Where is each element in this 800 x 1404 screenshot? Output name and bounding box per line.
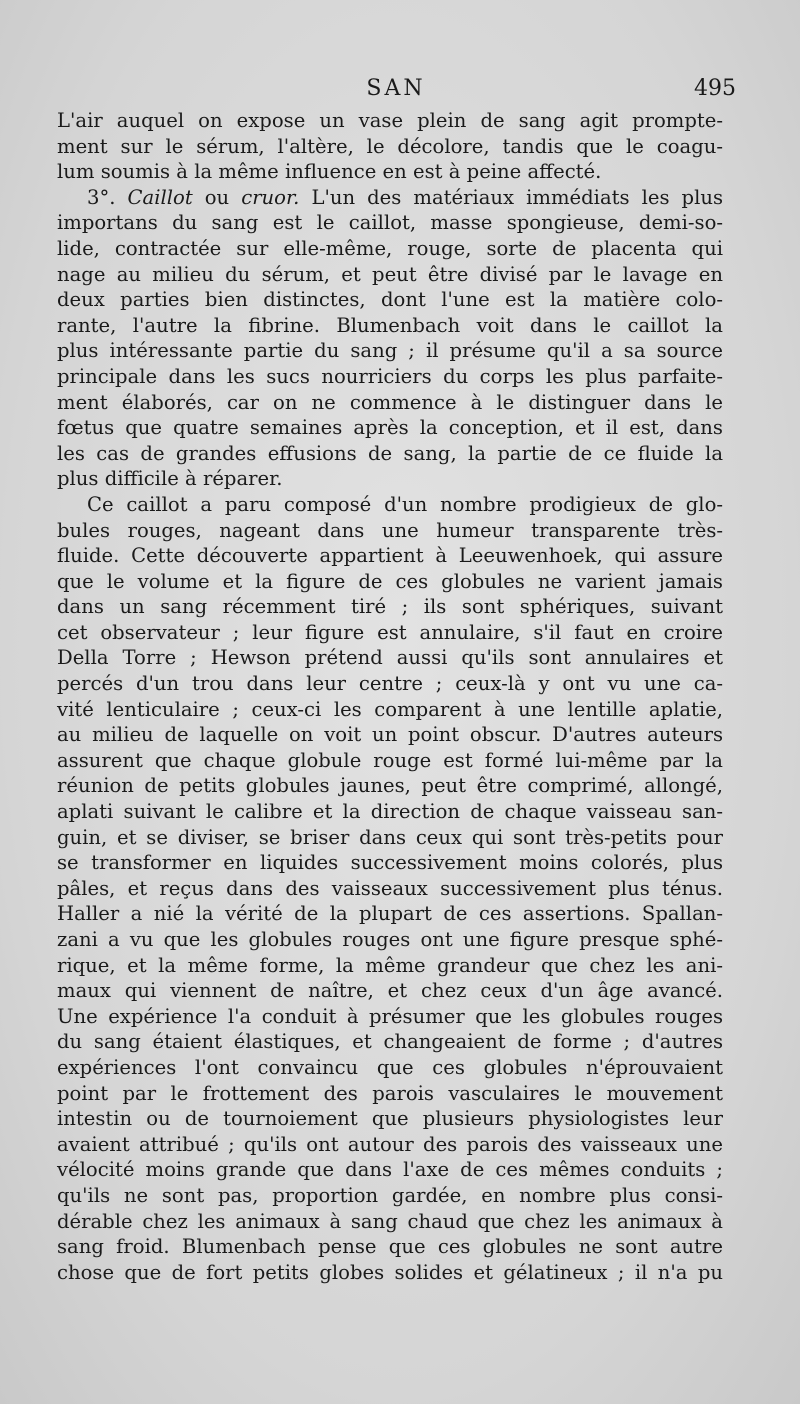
text-line: dans un sang récemment tiré ; ils sont sphériques, suivant [57,595,723,619]
text-line: Haller a nié la vérité de la plupart de ces assertions. Spallan- [57,902,723,926]
text-line: lide, contractée sur elle-même, rouge, sorte de placenta qui [57,236,723,260]
text-line: fœtus que quatre semaines après la conception, et il est, dans [57,416,723,440]
text-line: plus difficile à réparer. [57,467,283,491]
text-line: Della Torre ; Hewson prétend aussi qu'ils sont annulaires et [57,646,723,670]
text-line: les cas de grandes effusions de sang, la partie de ce fluide la [57,441,723,465]
text-line: avaient attribué ; qu'ils ont autour des parois des vaisseaux une [57,1132,723,1156]
text-line: guin, et se diviser, se briser dans ceux qui sont très-petits pour [57,825,723,849]
text-line: rante, l'autre la fibrine. Blumenbach voit dans le caillot la [57,313,723,337]
text-line: se transformer en liquides successivement moins colorés, plus [57,851,723,875]
text-line: cet observateur ; leur figure est annulaire, s'il faut en croire [57,620,723,644]
text-line: fluide. Cette découverte appartient à Leeuwenhoek, qui assure [57,544,723,568]
lead-rest: L'un des matériaux immédiats les plus [311,185,724,209]
text-line: nage au milieu du sérum, et peut être divisé par le lavage en [57,262,723,286]
paragraph-3 [57,492,723,1285]
text-line: vité lenticulaire ; ceux-ci les comparent à une lentille aplatie, [57,697,723,721]
text-line: que le volume et la figure de ces globules ne varient jamais [57,569,723,593]
text-line: au milieu de laquelle on voit un point obscur. D'autres auteurs [57,723,723,747]
text-line: Une expérience l'a conduit à présumer que les globules rouges [57,1004,723,1028]
text-line: principale dans les sucs nourriciers du corps les plus parfaite- [57,364,723,388]
text-line: aplati suivant le calibre et la direction de chaque vaisseau san- [57,800,723,824]
text-line: ment sur le sérum, l'altère, le décolore, tandis que le coagu- [57,134,723,158]
text-line: intestin ou de tournoiement que plusieurs physiologistes leur [57,1107,723,1131]
text-line: du sang étaient élastiques, et changeaient de forme ; d'autres [57,1030,723,1054]
text-line: expériences l'ont convaincu que ces globules n'éprouvaient [57,1055,723,1079]
text-line: percés d'un trou dans leur centre ; ceux-là y ont vu une ca- [57,672,723,696]
text-line: maux qui viennent de naître, et chez ceux d'un âge avancé. [57,979,723,1003]
text-line: ment élaborés, car on ne commence à le distinguer dans le [57,390,723,414]
term-caillot: Caillot [127,185,193,209]
text-line: importans du sang est le caillot, masse spongieuse, demi-so- [57,211,723,235]
text-line: rique, et la même forme, la même grandeur que chez les ani- [57,953,723,977]
paragraph-2 [57,185,723,492]
term-cruor: cruor. [241,185,300,209]
text-line: Ce caillot a paru composé d'un nombre prodigieux de glo- [87,492,723,516]
text-line: plus intéressante partie du sang ; il présume qu'il a sa source [57,339,723,363]
page-header [56,76,736,106]
text-line: L'air auquel on expose un vase plein de sang agit prompte- [57,109,723,132]
conjunction: ou [204,185,230,209]
text-line: bules rouges, nageant dans une humeur transparente très- [57,518,723,542]
text-line: point par le frottement des parois vasculaires le mouvement [57,1081,723,1105]
page-number: 495 [694,76,736,101]
text-line: qu'ils ne sont pas, proportion gardée, en nombre plus consi- [57,1183,723,1207]
text-line: zani a vu que les globules rouges ont une figure presque sphé- [57,928,723,951]
text-line: chose que de fort petits globes solides et gélatineux ; il n'a pu [57,1260,723,1284]
text-line: réunion de petits globules jaunes, peut être comprimé, allongé, [57,774,723,798]
text-line: sang froid. Blumenbach pense que ces globules ne sont autre [57,1235,723,1259]
text-line-lead [57,185,723,211]
body-text [57,108,723,1285]
section-number: 3°. [87,185,116,209]
text-line: lum soumis à la même influence en est à peine affecté. [57,160,602,184]
text-line: pâles, et reçus dans des vaisseaux successivement plus ténus. [57,876,723,900]
text-line: deux parties bien distinctes, dont l'une est la matière colo- [57,288,723,312]
text-line: dérable chez les animaux à sang chaud que chez les animaux à [57,1209,723,1233]
text-line: assurent que chaque globule rouge est formé lui-même par la [57,748,723,772]
text-line: vélocité moins grande que dans l'axe de ces mêmes conduits ; [57,1158,723,1182]
paragraph-1 [57,108,723,185]
running-head: SAN [366,76,426,101]
